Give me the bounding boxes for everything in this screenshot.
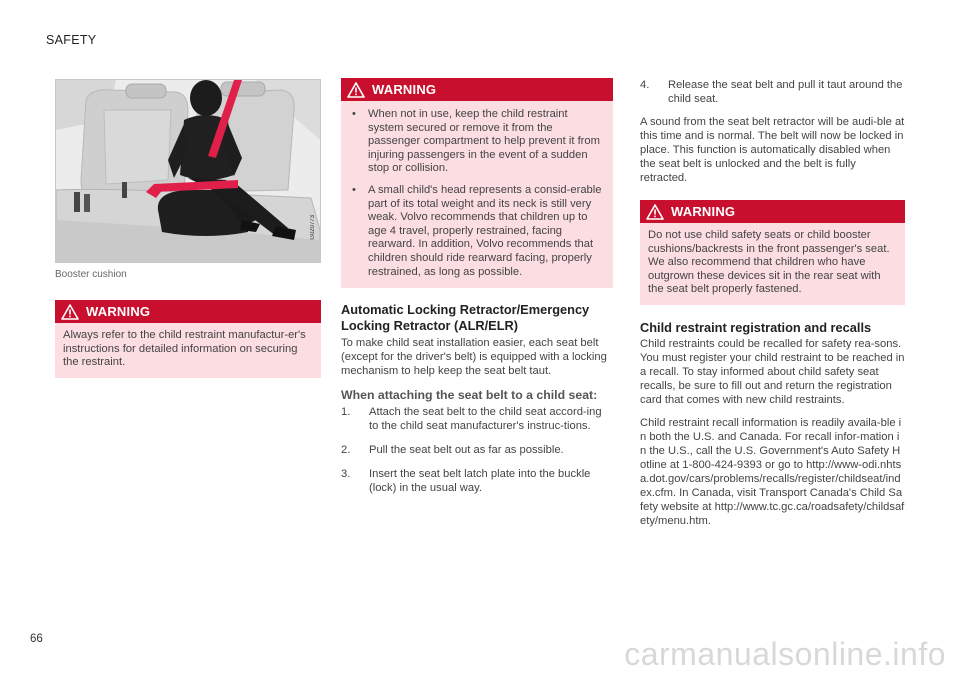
- step-text: Insert the seat belt latch plate into the buckle (lock) in the usual way.: [369, 468, 591, 495]
- column-1: [55, 79, 321, 378]
- alr-steps-list: [341, 405, 613, 495]
- alr-subheading: When attaching the seat belt to a child seat:: [341, 388, 598, 403]
- warning-header: [640, 200, 905, 223]
- registration-heading: Child restraint registration and recalls: [640, 319, 872, 335]
- warning-triangle-icon: [646, 204, 664, 220]
- step-item: [341, 405, 613, 433]
- figure-caption: Booster cushion: [55, 269, 127, 280]
- warning-triangle-icon: [61, 304, 79, 320]
- column-2: [341, 78, 613, 495]
- warning-text: Always refer to the child restraint manufactur-er's instructions for detailed information on securing the restraint.: [63, 329, 306, 369]
- registration-paragraph-1: Child restraints could be recalled for safety rea-sons. You must register your child restraint to be reached in a recall. To stay informed about child safety seat recalls, be sure to fill out and return the registration card that comes with new child restraints.: [640, 337, 905, 406]
- warning-bullet-item: • A small child's head represents a consid-erable part of its total weight and its neck is still very weak. Volvo recommends that children up to age 4 travel, properly restrained, facing rearward. In addition, Volvo recommends that children should ride rearward facing, properly restrained, as long as possible.: [349, 184, 605, 279]
- step-text: Pull the seat belt out as far as possible.: [369, 444, 564, 457]
- column-3: [640, 78, 905, 528]
- step-number: 2.: [341, 444, 351, 457]
- step-number: 1.: [341, 406, 351, 419]
- step-text: Attach the seat belt to the child seat accord-ing to the child seat manufacturer's instruc-tions.: [369, 406, 602, 433]
- warning-label: WARNING: [86, 304, 151, 319]
- figure-code: G020773: [310, 215, 316, 240]
- step-item: [341, 443, 613, 457]
- page-number: 66: [30, 633, 43, 645]
- warning-box-3: [640, 200, 905, 305]
- warning-bullet-item: • When not in use, keep the child restraint system secured or remove it from the passenger compartment to help prevent it from injuring passengers in the event of a sudden stop or collision.: [349, 108, 605, 176]
- warning-box-2: [341, 78, 613, 288]
- warning-header: [341, 78, 613, 101]
- warning-triangle-icon: [347, 82, 365, 98]
- retractor-sound-paragraph: A sound from the seat belt retractor will be audi-ble at this time and is normal. The belt will now be locked in place. This function is automatically disabled when the seat belt is unlocked and the belt is fully retracted.: [640, 116, 905, 184]
- step-item: [640, 78, 905, 106]
- registration-paragraph-2: Child restraint recall information is readily availa-ble in both the U.S. and Canada. For recall infor-mation in the U.S., call the U.S. Government's Auto Safety Hotline at 1-800-424-9393 or go to http://www-odi.nhtsa.dot.gov/cars/problems/recalls/register/childseat/index.cfm. In Canada, visit Transport Canada's Child Safety website at http://www.tc.gc.ca/roadsafety/childsafety/menu.htm.: [640, 416, 905, 527]
- booster-cushion-illustration: [55, 79, 321, 263]
- alr-intro: To make child seat installation easier, each seat belt (except for the driver's belt) is equipped with a locking mechanism to help keep the seat belt taut.: [341, 337, 607, 378]
- alr-heading: Automatic Locking Retractor/Emergency Locking Retractor (ALR/ELR): [341, 302, 590, 334]
- watermark-text: carmanualsonline.info: [624, 636, 946, 672]
- warning-text: Do not use child safety seats or child booster cushions/backrests in the front passenger's seat. We also recommend that children who have outgrown these devices sit in the rear seat with the seat belt properly fastened.: [648, 229, 890, 296]
- page-header-title: SAFETY: [46, 33, 97, 47]
- seat-illustration: [56, 80, 320, 262]
- step-number: 3.: [341, 468, 351, 481]
- alr-steps-list-continued: [640, 78, 905, 106]
- warning-body: [341, 101, 613, 288]
- step-text: Release the seat belt and pull it taut around the child seat.: [668, 79, 903, 105]
- warning-header: [55, 300, 321, 323]
- warning-label: WARNING: [372, 82, 437, 97]
- step-number: 4.: [640, 79, 650, 91]
- warning-box-1: [55, 300, 321, 378]
- warning-bullet-list: [349, 108, 605, 279]
- step-item: [341, 467, 613, 495]
- warning-label: WARNING: [671, 204, 736, 219]
